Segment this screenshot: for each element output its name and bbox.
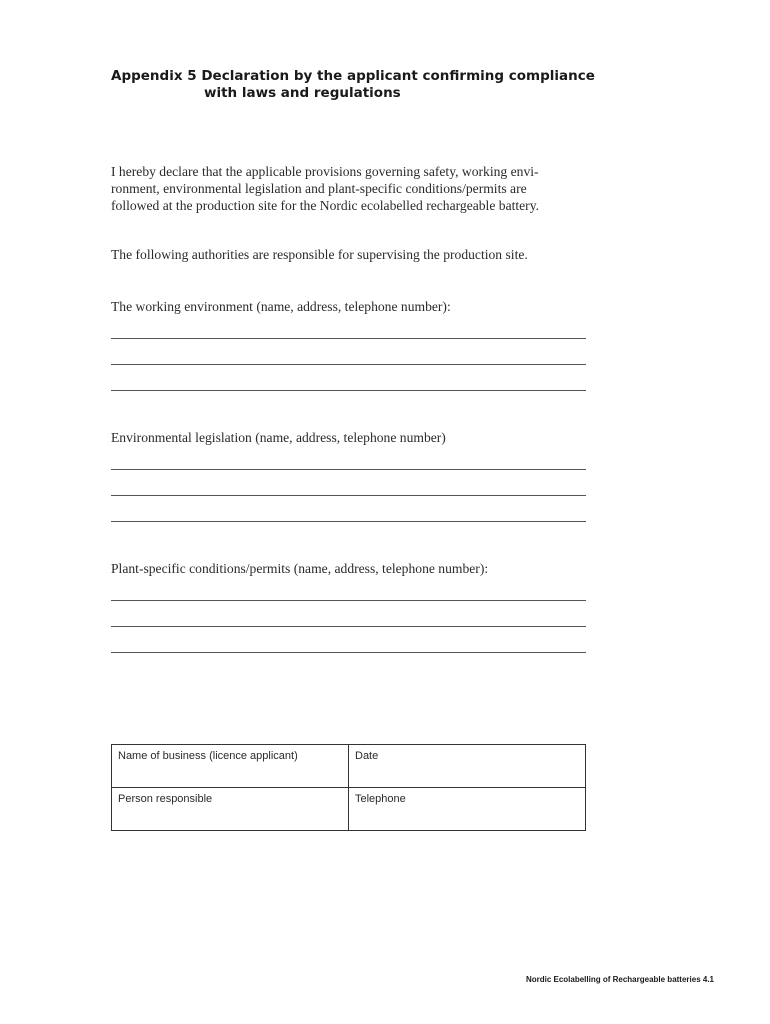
declaration-paragraph: [111, 163, 591, 214]
environmental-legislation-label: Environmental legislation (name, address, telephone number): [111, 430, 446, 445]
plant-specific-label: Plant-specific conditions/permits (name, address, telephone number):: [111, 561, 489, 576]
title-line-2: with laws and regulations: [204, 85, 401, 101]
date-cell[interactable]: [349, 745, 586, 788]
declaration-line-2: ronment, environmental legislation and plant-specific conditions/permits are: [111, 181, 527, 196]
telephone-cell[interactable]: [349, 788, 586, 831]
page-title: [111, 68, 611, 102]
declaration-line-3: followed at the production site for the Nordic ecolabelled rechargeable battery.: [111, 198, 540, 213]
date-label: Date: [355, 750, 379, 762]
business-name-cell[interactable]: [112, 745, 349, 788]
plant-specific-line-1[interactable]: [111, 600, 586, 601]
person-responsible-label: Person responsible: [118, 793, 213, 805]
person-responsible-cell[interactable]: [112, 788, 349, 831]
working-environment-line-1[interactable]: [111, 338, 586, 339]
declaration-line-1: I hereby declare that the applicable provisions governing safety, working envi-: [111, 164, 539, 179]
table-row: [112, 788, 586, 831]
authorities-paragraph: The following authorities are responsible for supervising the production site.: [111, 247, 528, 262]
table-row: [112, 745, 586, 788]
signature-table: [111, 744, 586, 831]
plant-specific-line-3[interactable]: [111, 652, 586, 653]
working-environment-line-3[interactable]: [111, 390, 586, 391]
business-name-label: Name of business (licence applicant): [118, 750, 298, 762]
telephone-label: Telephone: [355, 793, 406, 805]
page-footer: Nordic Ecolabelling of Rechargeable batteries 4.1: [525, 975, 714, 984]
working-environment-label: The working environment (name, address, telephone number):: [111, 299, 451, 314]
environmental-legislation-line-1[interactable]: [111, 469, 586, 470]
title-line-1: Appendix 5 Declaration by the applicant confirming compliance: [111, 68, 595, 84]
plant-specific-line-2[interactable]: [111, 626, 586, 627]
environmental-legislation-line-3[interactable]: [111, 521, 586, 522]
working-environment-line-2[interactable]: [111, 364, 586, 365]
environmental-legislation-line-2[interactable]: [111, 495, 586, 496]
